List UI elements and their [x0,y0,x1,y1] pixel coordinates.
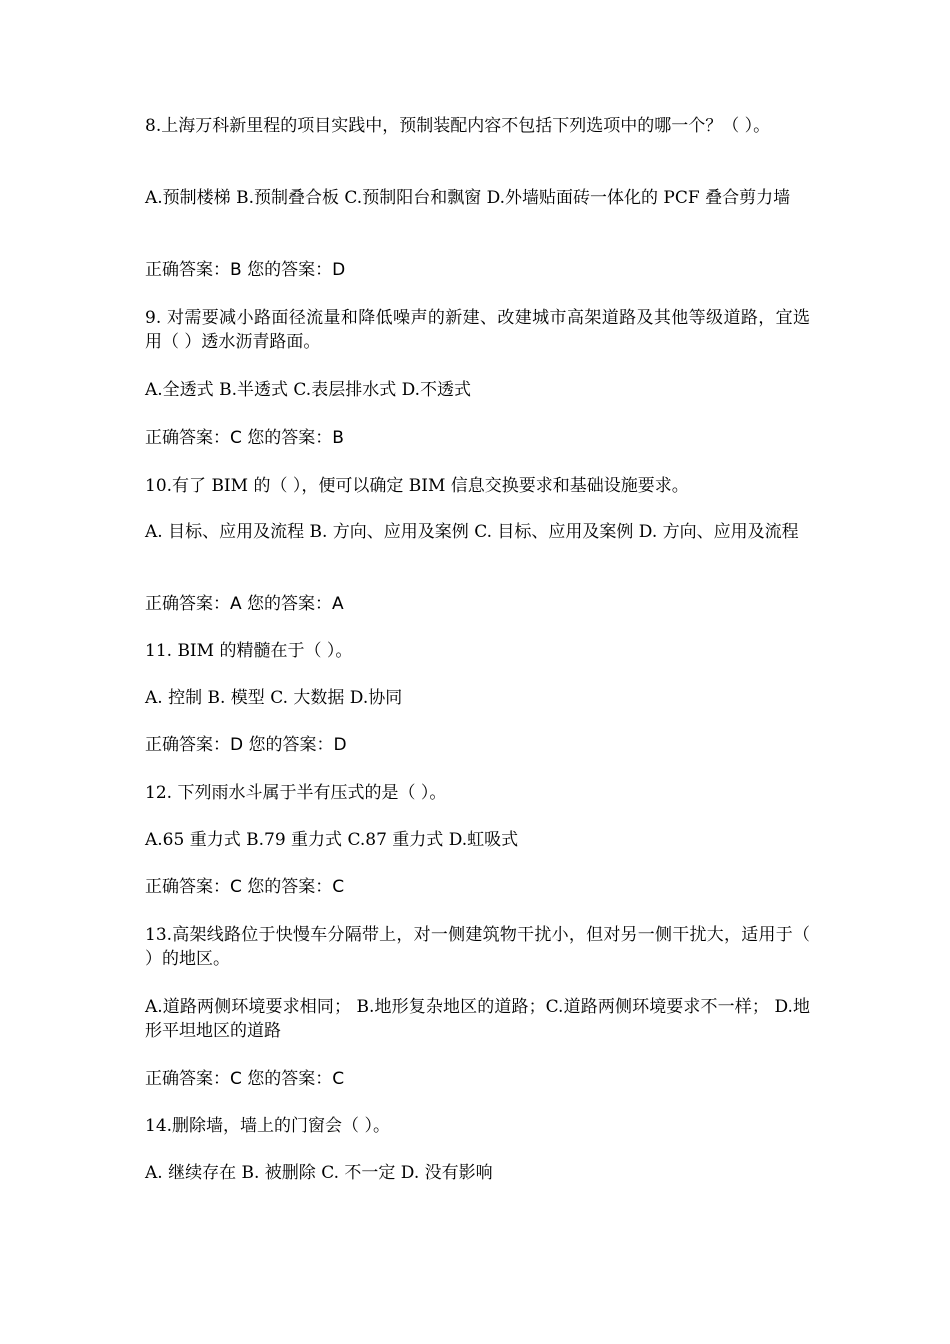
question-14-text: 14.删除墙，墙上的门窗会（ ）。 [145,1116,390,1136]
question-13-options: A.道路两侧环境要求相同； B.地形复杂地区的道路；C.道路两侧环境要求不一样； D.地形平坦地区的道路 [145,997,810,1041]
question-11-options: A. 控制 B. 模型 C. 大数据 D.协同 [145,688,403,708]
question-8-options: A.预制楼梯 B.预制叠合板 C.预制阳台和飘窗 D.外墙贴面砖一体化的 PCF 叠合剪力墙 [145,188,791,208]
question-10-options: A. 目标、应用及流程 B. 方向、应用及案例 C. 目标、应用及案例 D. 方向、应用及流程 [145,522,799,542]
question-8-text: 8.上海万科新里程的项目实践中，预制装配内容不包括下列选项中的哪一个？（ ）。 [145,116,771,136]
question-9-options: A.全透式 B.半透式 C.表层排水式 D.不透式 [145,380,472,400]
question-10-answer: 正确答案：A 您的答案：A [145,594,344,614]
question-13-answer: 正确答案：C 您的答案：C [145,1069,345,1089]
question-12-text: 12. 下列雨水斗属于半有压式的是（ ）。 [145,783,447,803]
question-9-answer: 正确答案：C 您的答案：B [145,428,344,448]
question-13-text: 13.高架线路位于快慢车分隔带上，对一侧建筑物干扰小，但对另一侧干扰大，适用于（ ）的地区。 [145,925,810,969]
question-11-text: 11. BIM 的精髓在于（ ）。 [145,641,353,661]
question-11-answer: 正确答案：D 您的答案：D [145,735,347,755]
question-12-options: A.65 重力式 B.79 重力式 C.87 重力式 D.虹吸式 [145,830,519,850]
question-14-options: A. 继续存在 B. 被删除 C. 不一定 D. 没有影响 [145,1163,493,1183]
question-10-text: 10.有了 BIM 的（ ），便可以确定 BIM 信息交换要求和基础设施要求。 [145,476,689,496]
question-8-answer: 正确答案：B 您的答案：D [145,260,346,280]
question-9-text: 9. 对需要减小路面径流量和降低噪声的新建、改建城市高架道路及其他等级道路，宜选用（ ）透水沥青路面。 [145,308,810,352]
question-12-answer: 正确答案：C 您的答案：C [145,877,345,897]
